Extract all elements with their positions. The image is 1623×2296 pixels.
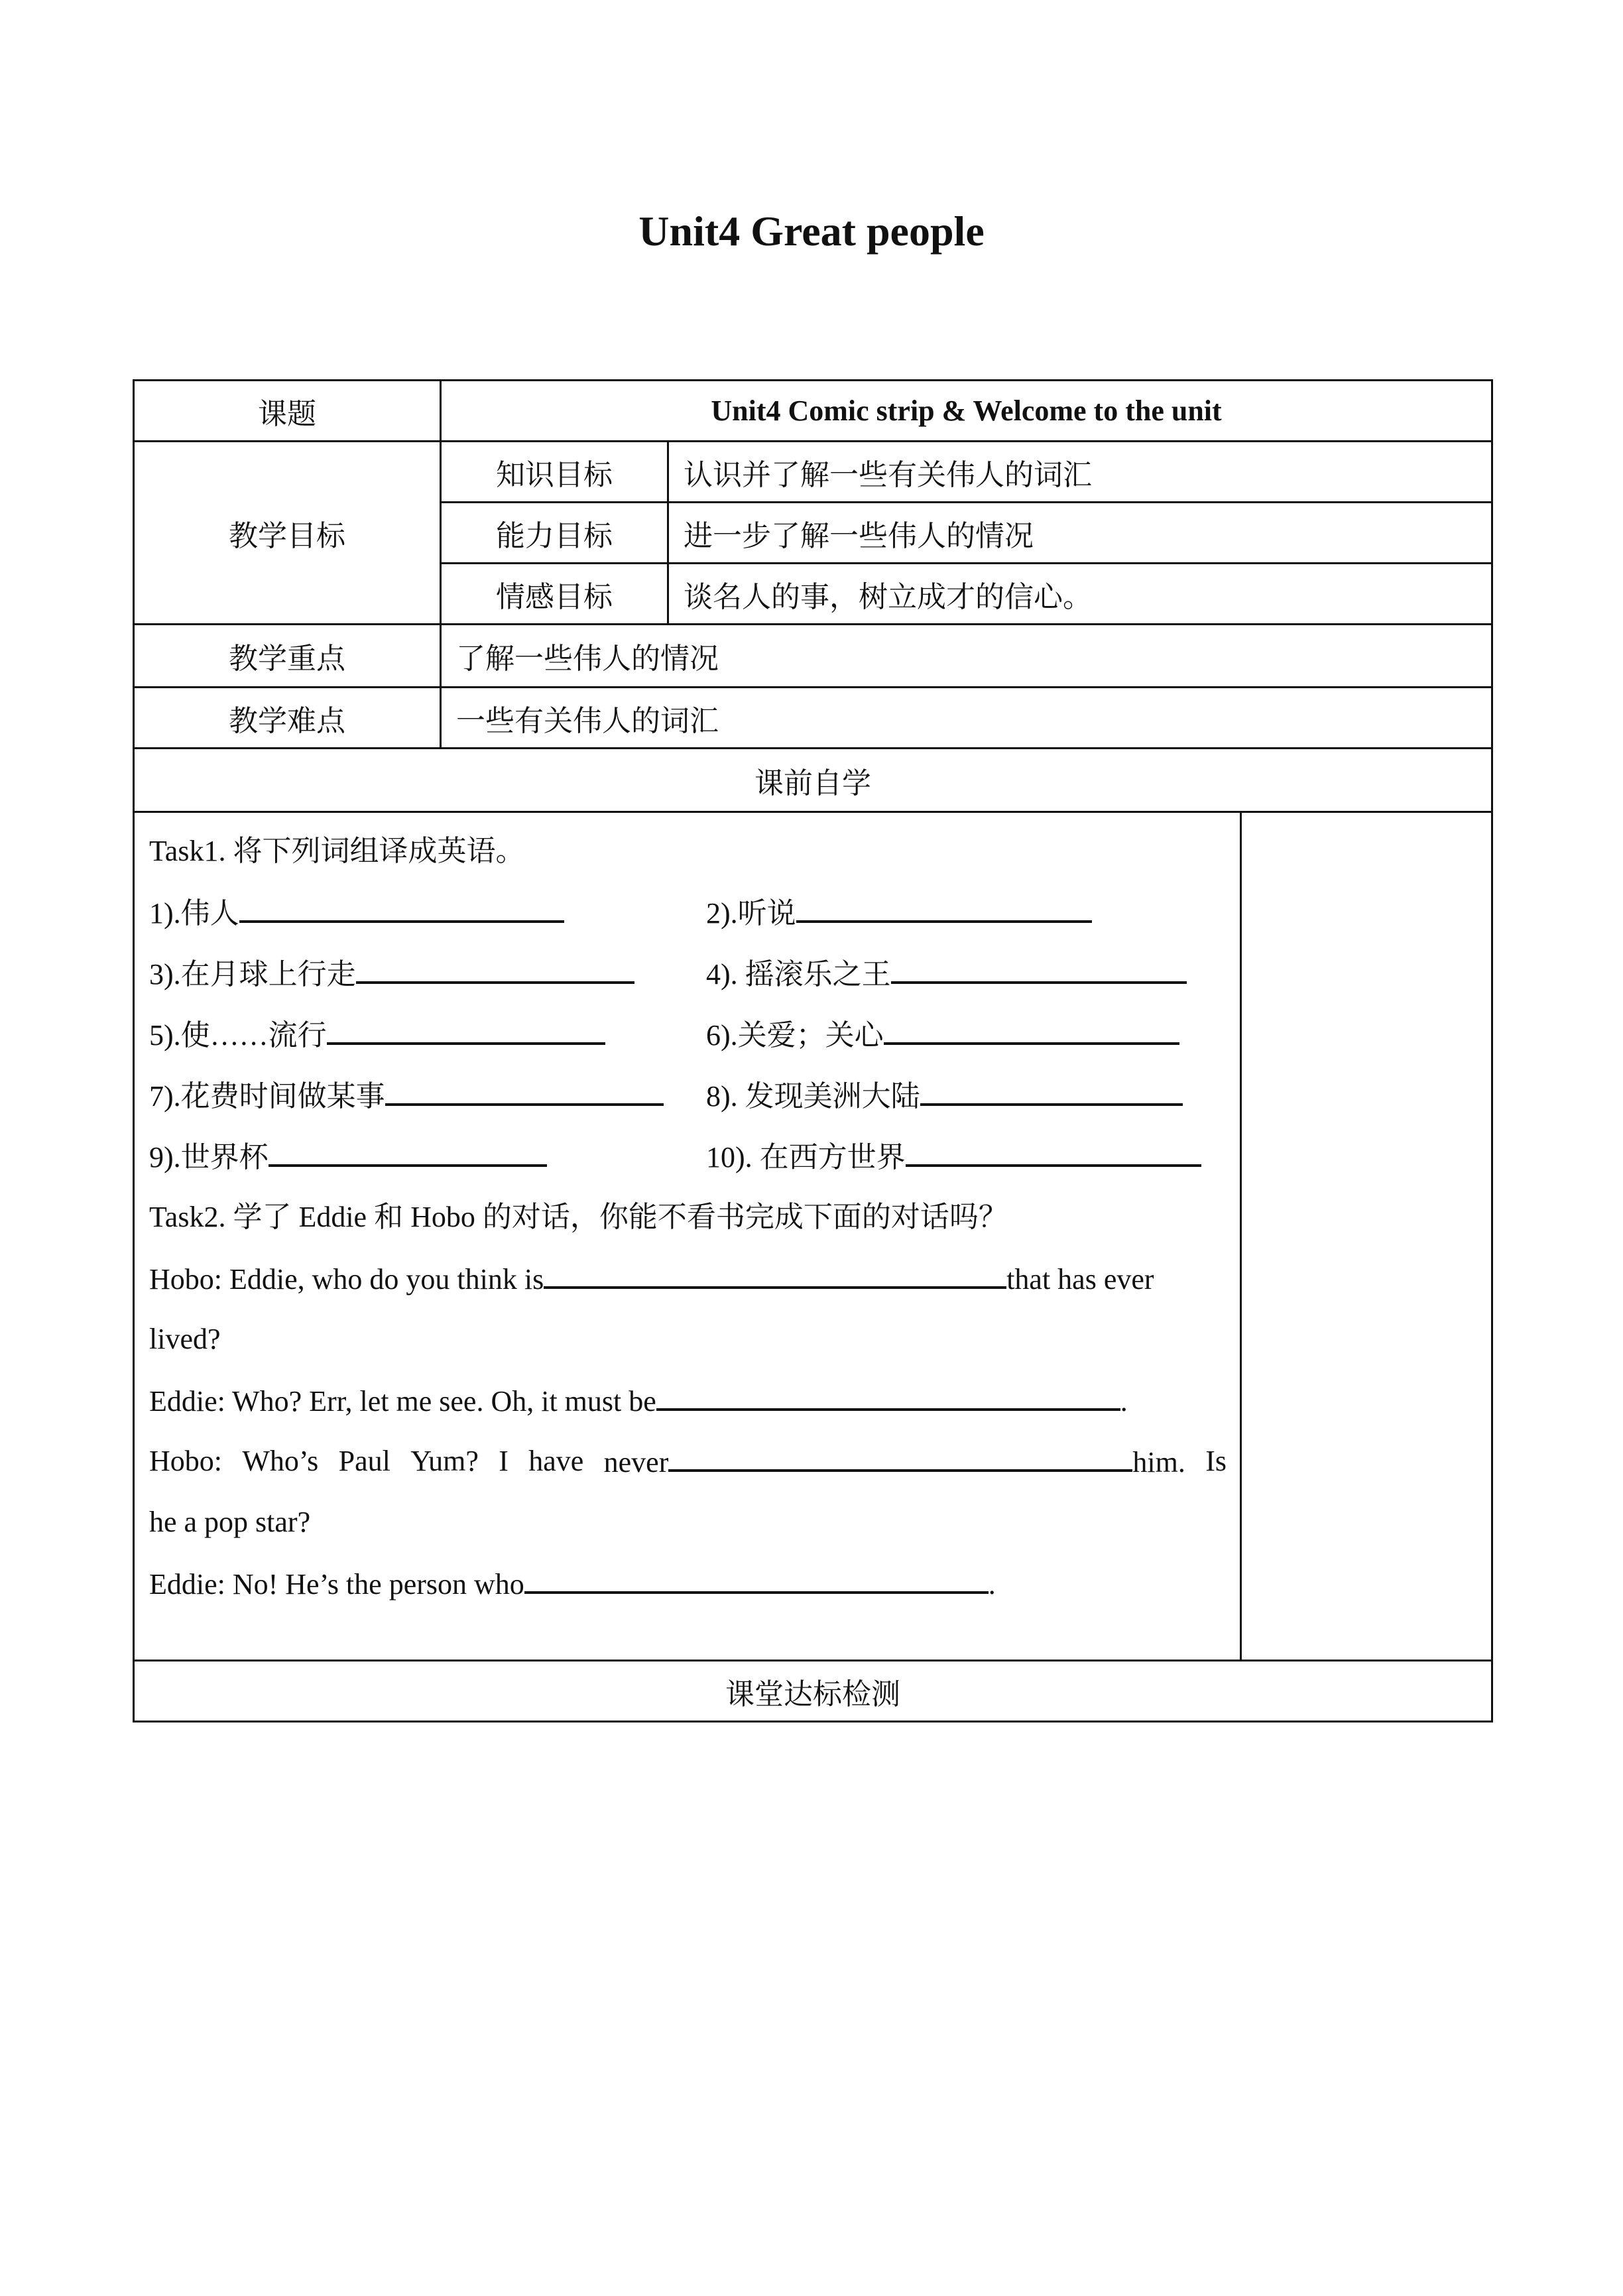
task1-item-9: 9).世界杯 bbox=[149, 1141, 269, 1174]
dialogue-text: Hobo: Eddie, who do you think is bbox=[149, 1263, 544, 1296]
objective-ability-label: 能力目标 bbox=[441, 503, 668, 564]
answer-blank bbox=[656, 1370, 1120, 1411]
dialogue-text: that has ever bbox=[1006, 1263, 1154, 1296]
objectives-label: 教学目标 bbox=[134, 442, 441, 625]
task1-item-1: 1).伟人 bbox=[149, 897, 239, 930]
task1-item-3: 3).在月球上行走 bbox=[149, 958, 356, 991]
preview-section-header: 课前自学 bbox=[134, 749, 1492, 812]
task1-row bbox=[149, 943, 1227, 1004]
answer-blank bbox=[524, 1553, 989, 1594]
dialogue-text: . bbox=[988, 1568, 996, 1601]
task1-item-7: 7).花费时间做某事 bbox=[149, 1080, 385, 1113]
topic-label: 课题 bbox=[134, 381, 441, 442]
dialogue-word: Paul bbox=[338, 1445, 391, 1477]
answer-blank bbox=[796, 882, 1092, 923]
notes-cell bbox=[1241, 812, 1492, 1661]
task1-item-4: 4). 摇滚乐之王 bbox=[706, 958, 891, 991]
dialogue-line-4 bbox=[149, 1431, 1227, 1492]
answer-blank bbox=[891, 943, 1187, 984]
task2-title: Task2. 学了 Eddie 和 Hobo 的对话，你能不看书完成下面的对话吗？ bbox=[149, 1201, 1008, 1233]
dialogue-word: Yum? bbox=[410, 1445, 479, 1477]
difficulty-label: 教学难点 bbox=[134, 688, 441, 749]
lesson-plan-table bbox=[133, 379, 1493, 1722]
dialogue-word: I bbox=[499, 1445, 509, 1477]
answer-blank bbox=[544, 1248, 1006, 1289]
dialogue-line-3 bbox=[149, 1370, 1227, 1431]
answer-blank bbox=[884, 1004, 1179, 1045]
answer-blank bbox=[269, 1126, 547, 1167]
task1-item-2: 2).听说 bbox=[706, 897, 796, 930]
answer-blank bbox=[385, 1065, 664, 1106]
answer-blank bbox=[668, 1431, 1132, 1472]
classroom-test-header: 课堂达标检测 bbox=[134, 1661, 1492, 1722]
objective-emotion-value: 谈名人的事，树立成才的信心。 bbox=[668, 564, 1492, 625]
dialogue-line-6 bbox=[149, 1553, 1227, 1614]
dialogue-word: Hobo: bbox=[149, 1445, 222, 1477]
dialogue-line-1 bbox=[149, 1248, 1227, 1309]
dialogue-word: Is bbox=[1205, 1445, 1227, 1477]
task1-row bbox=[149, 882, 1227, 943]
task1-row bbox=[149, 1126, 1227, 1187]
objective-emotion-label: 情感目标 bbox=[441, 564, 668, 625]
dialogue-line-2: lived? bbox=[149, 1323, 221, 1355]
task1-title: Task1. 将下列词组译成英语。 bbox=[149, 835, 525, 867]
tasks-cell bbox=[134, 812, 1241, 1661]
dialogue-word: never bbox=[603, 1446, 669, 1479]
dialogue-word: Who’s bbox=[242, 1445, 319, 1477]
answer-blank bbox=[356, 943, 634, 984]
answer-blank bbox=[239, 882, 564, 923]
dialogue-text: Eddie: Who? Err, let me see. Oh, it must be bbox=[149, 1385, 656, 1418]
dialogue-word: have bbox=[528, 1445, 584, 1477]
answer-blank bbox=[920, 1065, 1183, 1106]
task1-item-6: 6).关爱；关心 bbox=[706, 1019, 884, 1052]
difficulty-value: 一些有关伟人的词汇 bbox=[441, 688, 1492, 749]
key-point-value: 了解一些伟人的情况 bbox=[441, 625, 1492, 688]
objective-ability-value: 进一步了解一些伟人的情况 bbox=[668, 503, 1492, 564]
objective-knowledge-value: 认识并了解一些有关伟人的词汇 bbox=[668, 442, 1492, 503]
answer-blank bbox=[906, 1126, 1201, 1167]
objective-knowledge-label: 知识目标 bbox=[441, 442, 668, 503]
task1-item-10: 10). 在西方世界 bbox=[706, 1141, 906, 1174]
topic-value: Unit4 Comic strip & Welcome to the unit bbox=[441, 381, 1492, 442]
dialogue-text: . bbox=[1120, 1385, 1128, 1418]
key-point-label: 教学重点 bbox=[134, 625, 441, 688]
dialogue-word: him. bbox=[1132, 1446, 1185, 1479]
task1-item-8: 8). 发现美洲大陆 bbox=[706, 1080, 920, 1113]
page-title: Unit4 Great people bbox=[638, 208, 985, 255]
answer-blank bbox=[327, 1004, 605, 1045]
task1-item-5: 5).使……流行 bbox=[149, 1019, 327, 1052]
task1-row bbox=[149, 1065, 1227, 1126]
task1-row bbox=[149, 1004, 1227, 1065]
dialogue-line-5: he a pop star? bbox=[149, 1506, 311, 1538]
dialogue-text: Eddie: No! He’s the person who bbox=[149, 1568, 524, 1601]
